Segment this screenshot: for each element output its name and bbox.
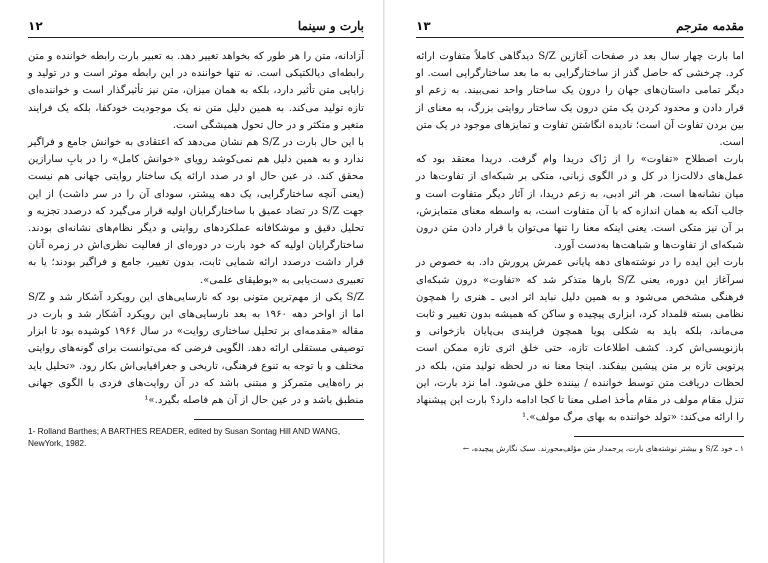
right-paragraph-2: بارت اصطلاح «تفاوت» را از ژاک دریدا وام گرفت. دریدا معتقد بود که عمل‌های دلالت‌زا در کل و در الگوی زبانی، متکی بر شبکه‌ای از تفاوت‌ها در میان نشانه‌ها است. هر اثر ادبی، به زعم دریدا، از آثار دیگر متفاوت است و جالب آنکه به همان اندازه که با آن متفاوت است، به واسطه معنای متمایزش، بر آن نیز متکی است. یعنی اینکه معنا را تنها می‌توان با قرار دادن متن درون شبکه‌ای از تفاوت‌ها و شباهت‌ها به‌دست آورد. bbox=[416, 154, 744, 252]
left-footnote: 1- Rolland Barthes; A BARTHES READER, edited by Susan Sontag Hill AND WANG, NewYork, 1982. bbox=[28, 426, 341, 448]
left-paragraph-1: آزادانه، متن را هر طور که بخواهد تغییر دهد. به تعبیر بارت رابطه خواننده و متن رابطه‌ای دیالکتیکی است. نه تنها خواننده در این رابطه موثر است و در تولید و زایایی متن تأثیر دارد، بلکه به همان میزان، متن نیز تأثیرگذار است و خواننده‌ای تازه تولید می‌کند. به همین دلیل متن نه یک موجودیت خودکفا، بلکه یک فرایند متغیر و متکثر و در حال تحول همیشگی است. bbox=[28, 51, 364, 131]
right-page bbox=[384, 0, 768, 563]
left-paragraph-3: S/Z یکی از مهم‌ترین متونی بود که نارسایی‌های این رویکرد آشکار شد و S/Z اما از اواخر دهه ۱۹۶۰ به بعد نارسایی‌های این رویکرد آشکار شد و بارت در مقاله «مقدمه‌ای بر تحلیل ساختاری روایت» در سال ۱۹۶۶ کوشیده بود تا ابزار توصیفی مستقلی ارائه دهد. الگویی فرضی که می‌توانست برای گونه‌های روایتی مختلف و با توجه به تنوع فرهنگی، تاریخی و جغرافیایی‌اش بکار رود. «تحلیل باید بر راه‌هایی متمرکز و مبتنی باشد که در آن روایت‌های فردی با الگوی جهانی منطبق باشد و در عین حال از آن هم فاصله بگیرد.»¹ bbox=[28, 291, 364, 407]
right-paragraph-1: اما بارت چهار سال بعد در صفحات آغازین S/Z دیدگاهی کاملاً متفاوت ارائه کرد. چرخشی که حاصل گذر از ساختارگرایی به ما بعد ساختارگرایی است. او دیگر تمامی داستان‌های جهان را درون یک ساختار واحد نمی‌بیند. به زعم او قرار دادن و محدود کردن یک متن درون یک ساختار روایتی بزرگ، به معنای از بین بردن تفاوت آن است؛ نادیده انگاشتن تفاوت و تمایزهای موجود در یک متن است. bbox=[416, 51, 744, 149]
left-header-rule bbox=[28, 37, 364, 38]
right-page-header bbox=[416, 18, 744, 37]
right-header-title: مقدمه مترجم bbox=[676, 19, 744, 33]
right-footnote: ۱ ـ خود S/Z و بیشتر نوشته‌های بارت، پرجمدار متن مؤلف‌محورند. سبک نگارش پیچیده، ← bbox=[462, 444, 744, 454]
right-header-rule bbox=[416, 37, 744, 38]
right-page-body bbox=[416, 48, 744, 426]
right-paragraph-3: بارت این ایده را در نوشته‌های دهه پایانی عمرش پرورش داد. به خصوص در سرآغاز این دوره، یعنی S/Z بارها متذکر شد که «تفاوت» درون شبکه‌ای فرهنگی مشخص می‌شود و به همین دلیل نباید اثر ادبی ـ هنری را همچون نظامی بسته قلمداد کرد، ابزاری پیچیده و ساکن که همیشه بدون تغییر و ثابت می‌ماند، بلکه باید به شکلی پویا همچون فرایندی بی‌پایان بازخوانی و بازنویسی‌اش کرد. کشف اطلاعات تازه، حتی خلق اثری تازه ممکن است پرتویی تازه بر متن پیشین بیفکند. اینجا معنا نه در لحظه تولید متن، بلکه در لحظات دریافت متن توسط خواننده / بیننده خلق می‌شود. اما نزد بارت، این تنزل مقام مولف در مقام مأخذ اصلی معنا تا کجا ادامه دارد؟ بارت این پیشنهاد را ارائه می‌کند: «تولد خواننده به بهای مرگ مولف».¹ bbox=[416, 257, 744, 424]
left-paragraph-2: با این حال بارت در S/Z هم نشان می‌دهد که اعتقادی به خوانش جامع و فراگیر ندارد و به همین دلیل هم نمی‌کوشد رویای «خوانش کامل» را در بابِ سارازین محقق کند. در عین حال او در صدد ارائه یک ساختار روایتی جهانی هم نیست (یعنی آنچه ساختارگرایی، یک دهه پیشتر، سودای آن را در سر داشت) از این جهت S/Z در تضاد عمیق با ساختارگرایان اولیه قرار می‌گیرد که درصدد تجزیه و تحلیل دقیق و موشکافانه عملکردهای روایتی و دیگر نظام‌های نشانه‌ای بودند. ساختارگرایان اولیه که خود بارت در دوره‌ای از فعالیت نظری‌اش در زمره آنان قرار داشت درصدد ارائه شمایی ثابت، بدون تغییر، جامع و فراگیر بودند؛ یا به تعبیری دست‌یابی به «بوطیقای علمی». bbox=[28, 137, 365, 286]
left-header-title: بارت و سینما bbox=[297, 19, 364, 33]
right-page-number: ۱۳ bbox=[416, 19, 431, 33]
left-page-body bbox=[28, 48, 364, 409]
left-page-header bbox=[28, 18, 364, 37]
left-footnote-rule bbox=[194, 419, 364, 420]
left-page-number: ۱۲ bbox=[28, 19, 43, 33]
right-footnote-rule bbox=[574, 436, 744, 437]
